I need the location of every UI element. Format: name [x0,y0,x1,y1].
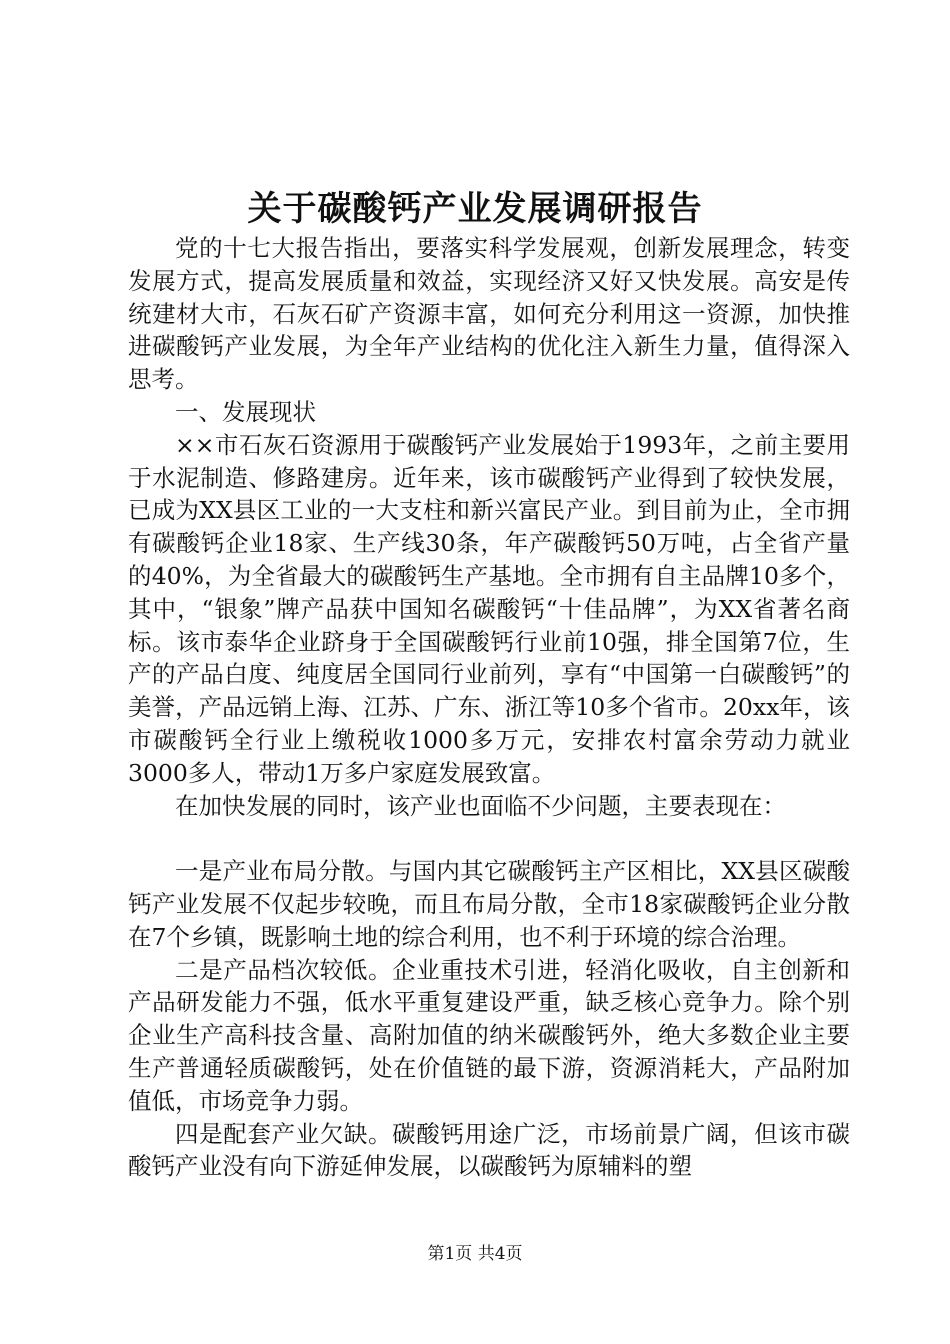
paragraph-problem-2: 二是产品档次较低。企业重技术引进，轻消化吸收，自主创新和产品研发能力不强，低水平重复建设严重，缺乏核心竞争力。除个别企业生产高科技含量、高附加值的纳米碳酸钙外，绝大多数企业主要生产普通轻质碳酸钙，处在价值链的最下游，资源消耗大，产品附加值低，市场竞争力弱。 [128,955,850,1115]
section-heading: 一、发展现状 [175,397,316,426]
page-number-footer: 第1页 共4页 [427,1244,523,1264]
paragraph-intro: 党的十七大报告指出，要落实科学发展观，创新发展理念，转变发展方式，提高发展质量和效益，实现经济又好又快发展。高安是传统建材大市，石灰石矿产资源丰富，如何充分利用这一资源，加快推进碳酸钙产业发展，为全年产业结构的优化注入新生力量，值得深入思考。 [128,234,850,394]
paragraph-problem-4: 四是配套产业欠缺。碳酸钙用途广泛，市场前景广阔，但该市碳酸钙产业没有向下游延伸发展，以碳酸钙为原辅料的塑 [128,1119,850,1181]
paragraph-problems-intro: 在加快发展的同时，该产业也面临不少问题，主要表现在： [175,791,786,820]
document-body [128,232,850,1183]
paragraph-problem-1: 一是产业布局分散。与国内其它碳酸钙主产区相比，XX县区碳酸钙产业发展不仅起步较晚，而且布局分散，全市18家碳酸钙企业分散在7个乡镇，既影响土地的综合利用，也不利于环境的综合治理。 [128,857,850,951]
paragraph-status: ××市石灰石资源用于碳酸钙产业发展始于1993年，之前主要用于水泥制造、修路建房。近年来，该市碳酸钙产业得到了较快发展，已成为XX县区工业的一大支柱和新兴富民产业。到目前为止，全市拥有碳酸钙企业18家、生产线30条，年产碳酸钙50万吨，占全省产量的40%，为全省最大的碳酸钙生产基地。全市拥有自主品牌10多个，其中，“银象”牌产品获中国知名碳酸钙“十佳品牌”，为XX省著名商标。该市泰华企业跻身于全国碳酸钙行业前10强，排全国第7位，生产的产品白度、纯度居全国同行业前列，享有“中国第一白碳酸钙”的美誉，产品远销上海、江苏、广东、浙江等10多个省市。20xx年，该市碳酸钙全行业上缴税收1000多万元，安排农村富余劳动力就业3000多人，带动1万多户家庭发展致富。 [128,430,850,787]
document-title: 关于碳酸钙产业发展调研报告 [247,189,703,229]
